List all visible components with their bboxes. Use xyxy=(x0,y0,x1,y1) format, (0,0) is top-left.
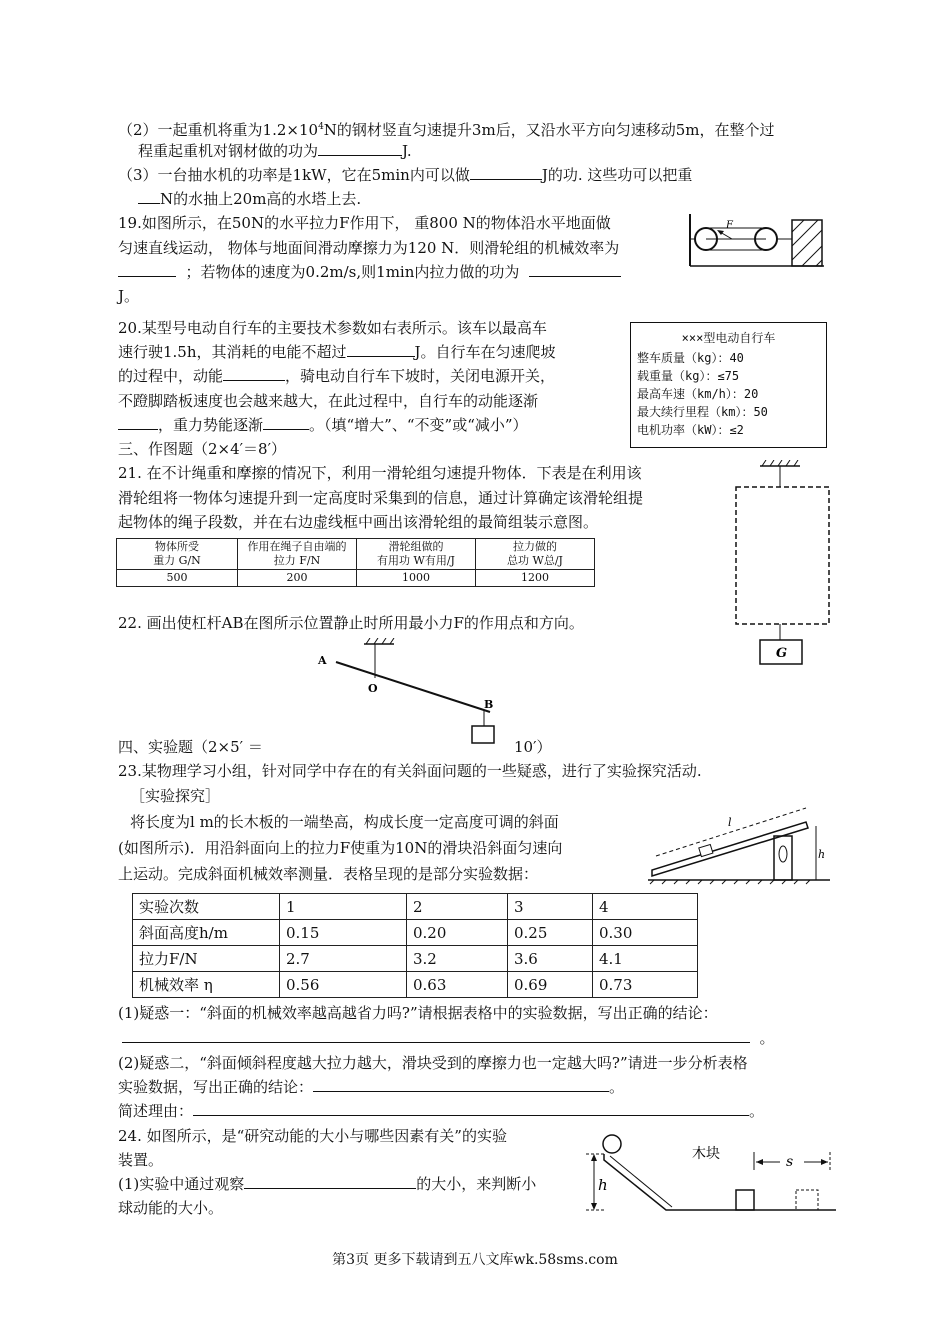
table-cell: 机械效率 η xyxy=(133,972,280,998)
q23-answer1: 。 xyxy=(122,1028,775,1048)
blank-input[interactable] xyxy=(347,342,415,357)
section-3-heading: 三、作图题（2×4′＝8′） xyxy=(118,440,287,458)
table-cell: 0.30 xyxy=(593,920,698,946)
table-cell: 0.20 xyxy=(407,920,508,946)
section-4-heading-a: 四、实验题（2×5′ ＝ xyxy=(118,738,263,756)
table-cell: 4.1 xyxy=(593,946,698,972)
weight-label: G xyxy=(776,646,788,661)
answer-line[interactable] xyxy=(193,1101,749,1116)
table-cell: 500 xyxy=(117,570,238,587)
page-footer: 第3页 更多下载请到五八文库wk.58sms.com xyxy=(332,1252,618,1268)
length-label: l xyxy=(728,816,732,829)
table-header: 物体所受 重力 G/N xyxy=(117,539,238,570)
q24-line1: 24. 如图所示，是“研究动能的大小与哪些因素有关”的实验 xyxy=(118,1127,507,1145)
q20-line5: ，重力势能逐渐 。（填“增大”、“不变”或“减小”） xyxy=(118,415,528,435)
force-label: F xyxy=(726,220,733,231)
section-4-heading-b: 10′） xyxy=(514,738,552,756)
table-cell: 200 xyxy=(238,570,357,587)
table-cell: 拉力F/N xyxy=(133,946,280,972)
q18-2-line2: 程重起重机对钢材做的功为 J. xyxy=(138,142,412,160)
height-label: h xyxy=(598,1176,608,1194)
q19-line4: J。 xyxy=(118,287,140,305)
q21-line1: 21. 在不计绳重和摩擦的情况下，利用一滑轮组匀速提升物体．下表是在利用该 xyxy=(118,464,642,482)
block-label: 木块 xyxy=(692,1146,720,1162)
q23-answer2: 实验数据，写出正确的结论： 。 xyxy=(118,1078,625,1096)
q21-line3: 起物体的绳子段数，并在右边虚线框中画出该滑轮组的最简组装示意图。 xyxy=(118,513,599,531)
pulley-drawing-frame xyxy=(728,460,838,666)
table-cell: 2.7 xyxy=(280,946,407,972)
blank-input[interactable] xyxy=(318,141,402,156)
q23-question1: (1)疑惑一：“斜面的机械效率越高越省力吗?”请根据表格中的实验数据，写出正确的结论： xyxy=(118,1004,718,1022)
table-cell: 0.69 xyxy=(508,972,593,998)
table-header: 作用在绳子自由端的 拉力 F/N xyxy=(238,539,357,570)
table-cell: 1200 xyxy=(476,570,595,587)
q19-line3: ；若物体的速度为0.2m/s,则1min内拉力做的功为 xyxy=(118,262,621,282)
q23-line1: 23.某物理学习小组，针对同学中存在的有关斜面问题的一些疑惑，进行了实验探究活动. xyxy=(118,762,702,780)
kinetic-energy-figure xyxy=(584,1130,842,1214)
lever-figure xyxy=(314,638,514,748)
ebike-spec-table xyxy=(630,322,827,448)
blank-input[interactable] xyxy=(529,262,621,277)
q18-2-line1: （2）一起重机将重为$1.2\times 10^4N$的钢材竖直匀速提升3m后，又沿水平方向匀速移动5m，在整个过 xyxy=(118,121,775,139)
blank-input[interactable] xyxy=(263,415,309,430)
blank-input[interactable] xyxy=(118,415,158,430)
answer-line[interactable] xyxy=(313,1077,609,1092)
table-header: 滑轮组做的 有用功 W有用/J xyxy=(357,539,476,570)
blank-input[interactable] xyxy=(470,165,542,180)
q24-line4: 球动能的大小。 xyxy=(118,1199,224,1217)
table-cell: 3 xyxy=(508,894,593,920)
spec-row: 电机功率（kW）：≤2 xyxy=(637,423,744,437)
q18-3-line2: N的水抽上20m高的水塔上去. xyxy=(138,189,361,209)
height-label: h xyxy=(818,848,826,861)
table-21 xyxy=(116,538,595,587)
q21-line2: 滑轮组将一物体匀速提升到一定高度时采集到的信息，通过计算确定该滑轮组提 xyxy=(118,489,644,507)
distance-label: s xyxy=(786,1154,794,1170)
q23-reason: 简述理由： 。 xyxy=(118,1102,765,1120)
table-cell: 4 xyxy=(593,894,698,920)
table-cell: 3.6 xyxy=(508,946,593,972)
table-cell: 1000 xyxy=(357,570,476,587)
table-cell: 3.2 xyxy=(407,946,508,972)
table-cell: 1 xyxy=(280,894,407,920)
table-cell: 0.56 xyxy=(280,972,407,998)
spec-row: 最高车速（km/h）：20 xyxy=(637,387,759,401)
table-cell: 0.15 xyxy=(280,920,407,946)
incline-figure xyxy=(646,796,832,886)
q22-line: 22. 画出使杠杆AB在图所示位置静止时所用最小力F的作用点和方向。 xyxy=(118,614,584,632)
spec-row: 最大续行里程（km）：50 xyxy=(637,405,768,419)
answer-line[interactable] xyxy=(244,1174,416,1189)
table-cell: 0.73 xyxy=(593,972,698,998)
q24-line2: 装置。 xyxy=(118,1151,164,1169)
q23-line4: (如图所示)．用沿斜面向上的拉力F使重为10N的滑块沿斜面匀速向 xyxy=(118,839,563,857)
table-cell: 实验次数 xyxy=(133,894,280,920)
spec-row: 载重量（kg）：≤75 xyxy=(637,369,740,383)
q23-line5: 上运动。完成斜面机械效率测量．表格呈现的是部分实验数据： xyxy=(118,865,539,883)
q20-line2: 速行驶1.5h，其消耗的电能不超过 J。自行车在匀速爬坡 xyxy=(118,343,556,361)
table-23 xyxy=(132,893,698,998)
spec-row: 整车质量（kg）：40 xyxy=(637,351,744,365)
q23-line2: ［实验探究］ xyxy=(130,787,221,805)
q24-line3: (1)实验中通过观察 的大小，来判断小 xyxy=(118,1175,537,1193)
table-cell: 斜面高度h/m xyxy=(133,920,280,946)
blank-input[interactable] xyxy=(223,366,285,381)
point-a-label: A xyxy=(318,654,327,667)
pulley-figure-19 xyxy=(684,212,830,268)
q23-line3: 将长度为l m的长木板的一端垫高，构成长度一定高度可调的斜面 xyxy=(130,813,559,831)
answer-line[interactable] xyxy=(122,1028,750,1043)
q18-3-line1: （3）一台抽水机的功率是1kW，它在5min内可以做 J的功. 这些功可以把重 xyxy=(118,166,693,184)
q19-line1: 19.如图所示，在50N的水平拉力F作用下， 重800 N的物体沿水平地面做 xyxy=(118,214,611,232)
q20-line4: 不蹬脚踏板速度也会越来越大，在此过程中，自行车的动能逐渐 xyxy=(118,392,539,410)
point-b-label: B xyxy=(484,698,494,711)
q23-question2: (2)疑惑二，“斜面倾斜程度越大拉力越大，滑块受到的摩擦力也一定越大吗?”请进一步分析表格 xyxy=(118,1054,748,1072)
q20-line1: 20.某型号电动自行车的主要技术参数如右表所示。该车以最高车 xyxy=(118,319,547,337)
table-cell: 0.63 xyxy=(407,972,508,998)
q19-line2: 匀速直线运动， 物体与地面间滑动摩擦力为120 N．则滑轮组的机械效率为 xyxy=(118,239,620,257)
blank-input[interactable] xyxy=(138,189,160,204)
blank-input[interactable] xyxy=(118,262,176,277)
q20-line3: 的过程中，动能 ，骑电动自行车下坡时，关闭电源开关， xyxy=(118,367,556,385)
table-cell: 0.25 xyxy=(508,920,593,946)
spec-title: ×××型电动自行车 xyxy=(681,331,776,345)
table-cell: 2 xyxy=(407,894,508,920)
table-header: 拉力做的 总功 W总/J xyxy=(476,539,595,570)
point-o-label: O xyxy=(368,682,378,695)
